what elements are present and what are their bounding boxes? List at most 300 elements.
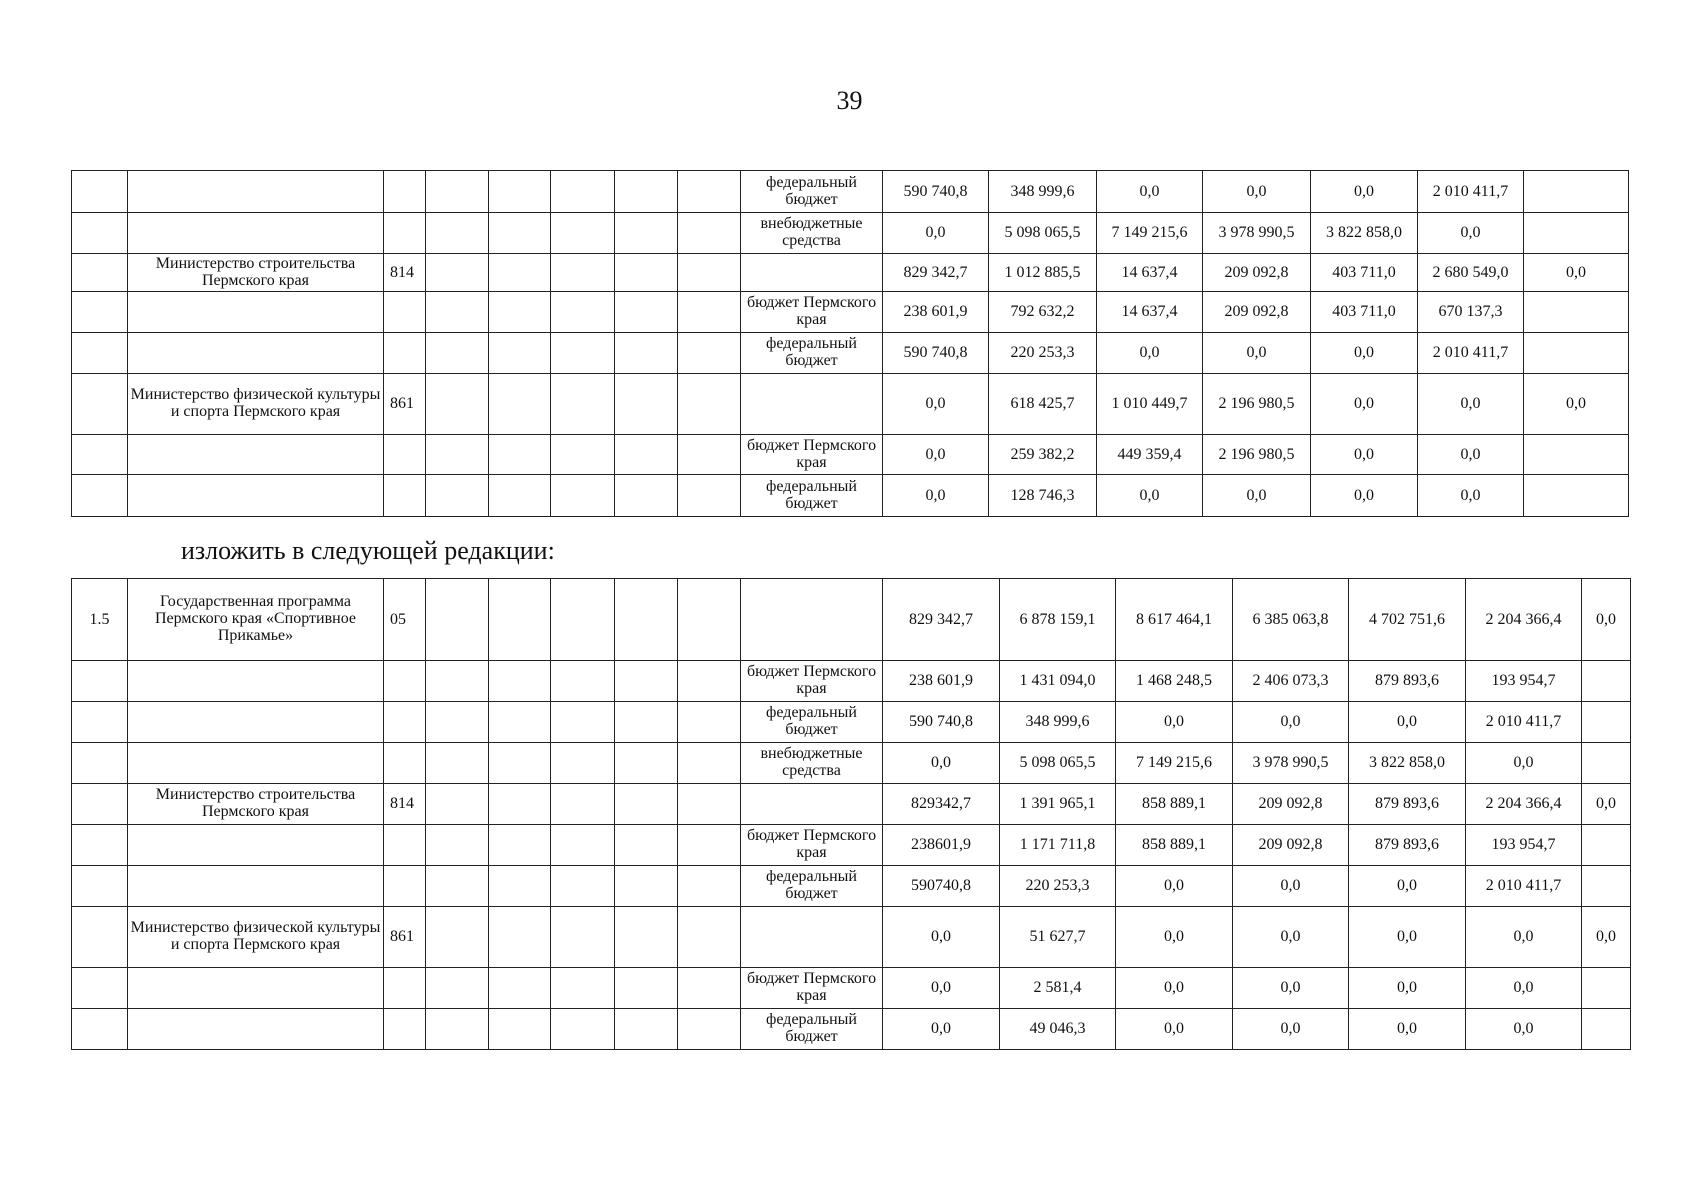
classification-code-cell	[551, 171, 615, 213]
classification-code-cell	[489, 254, 551, 292]
executor-name-cell: Государственная программа Пермского края «Спортивное Прикамье»	[128, 579, 384, 661]
amount-cell	[1524, 171, 1629, 213]
amount-cell: 220 253,3	[1000, 866, 1116, 907]
classification-code-cell	[426, 784, 489, 825]
amount-cell: 0,0	[1116, 907, 1233, 968]
classification-code-cell	[678, 784, 741, 825]
row-number-cell	[72, 702, 128, 743]
amount-cell: 0,0	[1203, 475, 1311, 517]
amount-cell: 3 978 990,5	[1233, 743, 1349, 784]
classification-code-cell	[551, 661, 615, 702]
classification-code-cell	[678, 968, 741, 1009]
executor-code-cell	[384, 435, 426, 475]
amount-cell: 0,0	[1203, 333, 1311, 374]
classification-code-cell	[426, 171, 489, 213]
amount-cell: 858 889,1	[1116, 784, 1233, 825]
classification-code-cell	[615, 661, 678, 702]
classification-code-cell	[489, 661, 551, 702]
classification-code-cell	[426, 1009, 489, 1050]
table-row	[72, 435, 1629, 475]
executor-code-cell: 814	[384, 784, 426, 825]
classification-code-cell	[489, 374, 551, 435]
classification-code-cell	[678, 661, 741, 702]
classification-code-cell	[551, 784, 615, 825]
amount-cell: 2 010 411,7	[1466, 702, 1582, 743]
amount-cell	[1524, 333, 1629, 374]
table-row	[72, 374, 1629, 435]
amount-cell: 0,0	[1418, 475, 1524, 517]
classification-code-cell	[426, 907, 489, 968]
row-number-cell	[72, 333, 128, 374]
amount-cell: 0,0	[1311, 475, 1418, 517]
classification-code-cell	[615, 702, 678, 743]
executor-name-cell	[128, 661, 384, 702]
funding-source-cell	[741, 784, 883, 825]
amount-cell: 0,0	[1582, 907, 1631, 968]
executor-name-cell	[128, 866, 384, 907]
funding-source-cell: федеральный бюджет	[741, 866, 883, 907]
funding-source-cell: федеральный бюджет	[741, 171, 883, 213]
amount-cell: 0,0	[1466, 743, 1582, 784]
amount-cell: 0,0	[883, 743, 1000, 784]
amount-cell: 670 137,3	[1418, 292, 1524, 333]
row-number-cell	[72, 435, 128, 475]
row-number-cell	[72, 171, 128, 213]
classification-code-cell	[551, 475, 615, 517]
classification-code-cell	[551, 213, 615, 254]
amount-cell: 590 740,8	[883, 702, 1000, 743]
amount-cell: 0,0	[1349, 968, 1466, 1009]
funding-source-cell: бюджет Пермского края	[741, 661, 883, 702]
amount-cell: 0,0	[1233, 1009, 1349, 1050]
funding-source-cell	[741, 907, 883, 968]
table-row	[72, 661, 1631, 702]
classification-code-cell	[489, 171, 551, 213]
amount-cell: 0,0	[1116, 1009, 1233, 1050]
amount-cell: 0,0	[883, 907, 1000, 968]
amount-cell: 7 149 215,6	[1116, 743, 1233, 784]
classification-code-cell	[489, 435, 551, 475]
classification-code-cell	[426, 213, 489, 254]
amount-cell: 209 092,8	[1203, 254, 1311, 292]
amount-cell: 1 171 711,8	[1000, 825, 1116, 866]
executor-code-cell: 05	[384, 579, 426, 661]
executor-name-cell: Министерство физической культуры и спорта Пермского края	[128, 374, 384, 435]
amount-cell: 4 702 751,6	[1349, 579, 1466, 661]
table-row	[72, 213, 1629, 254]
table-row	[72, 866, 1631, 907]
executor-name-cell	[128, 171, 384, 213]
classification-code-cell	[551, 254, 615, 292]
amount-cell: 6 878 159,1	[1000, 579, 1116, 661]
classification-code-cell	[615, 435, 678, 475]
executor-code-cell	[384, 661, 426, 702]
table-row	[72, 1009, 1631, 1050]
amount-cell: 0,0	[1418, 374, 1524, 435]
funding-source-cell: федеральный бюджет	[741, 475, 883, 517]
table-row	[72, 292, 1629, 333]
classification-code-cell	[426, 254, 489, 292]
table-row	[72, 579, 1631, 661]
amount-cell: 0,0	[1349, 1009, 1466, 1050]
classification-code-cell	[615, 374, 678, 435]
amount-cell: 348 999,6	[1000, 702, 1116, 743]
amount-cell: 5 098 065,5	[1000, 743, 1116, 784]
amount-cell: 209 092,8	[1233, 825, 1349, 866]
funding-source-cell	[741, 579, 883, 661]
row-number-cell	[72, 254, 128, 292]
budget-table-current	[71, 170, 1629, 517]
classification-code-cell	[615, 475, 678, 517]
row-number-cell	[72, 213, 128, 254]
amount-cell: 0,0	[1116, 702, 1233, 743]
classification-code-cell	[426, 661, 489, 702]
amount-cell: 879 893,6	[1349, 784, 1466, 825]
amount-cell: 238 601,9	[883, 661, 1000, 702]
classification-code-cell	[489, 784, 551, 825]
amount-cell: 0,0	[883, 374, 989, 435]
classification-code-cell	[489, 825, 551, 866]
executor-code-cell	[384, 475, 426, 517]
amount-cell: 1 468 248,5	[1116, 661, 1233, 702]
amount-cell: 193 954,7	[1466, 825, 1582, 866]
amount-cell: 2 581,4	[1000, 968, 1116, 1009]
amount-cell: 2 010 411,7	[1418, 333, 1524, 374]
classification-code-cell	[678, 254, 741, 292]
amount-cell: 1 431 094,0	[1000, 661, 1116, 702]
executor-code-cell	[384, 968, 426, 1009]
row-number-cell	[72, 825, 128, 866]
classification-code-cell	[426, 475, 489, 517]
row-number-cell	[72, 866, 128, 907]
amount-cell: 0,0	[1203, 171, 1311, 213]
classification-code-cell	[426, 579, 489, 661]
amount-cell: 2 196 980,5	[1203, 374, 1311, 435]
classification-code-cell	[489, 213, 551, 254]
classification-code-cell	[615, 213, 678, 254]
classification-code-cell	[489, 1009, 551, 1050]
amount-cell: 879 893,6	[1349, 661, 1466, 702]
row-number-cell	[72, 374, 128, 435]
amount-cell: 829 342,7	[883, 579, 1000, 661]
table-row	[72, 825, 1631, 866]
row-number-cell	[72, 292, 128, 333]
amount-cell: 0,0	[1349, 907, 1466, 968]
funding-source-cell: федеральный бюджет	[741, 1009, 883, 1050]
amount-cell: 2 204 366,4	[1466, 579, 1582, 661]
classification-code-cell	[426, 435, 489, 475]
row-number-cell	[72, 784, 128, 825]
amount-cell: 49 046,3	[1000, 1009, 1116, 1050]
classification-code-cell	[678, 171, 741, 213]
amount-cell: 3 978 990,5	[1203, 213, 1311, 254]
amount-cell	[1524, 475, 1629, 517]
amount-cell	[1582, 661, 1631, 702]
classification-code-cell	[551, 374, 615, 435]
classification-code-cell	[615, 825, 678, 866]
amount-cell: 7 149 215,6	[1097, 213, 1203, 254]
amount-cell: 0,0	[1466, 907, 1582, 968]
amount-cell: 209 092,8	[1203, 292, 1311, 333]
row-number-cell	[72, 1009, 128, 1050]
funding-source-cell: бюджет Пермского края	[741, 825, 883, 866]
classification-code-cell	[426, 968, 489, 1009]
amount-cell: 0,0	[1582, 579, 1631, 661]
table-row	[72, 475, 1629, 517]
table-row	[72, 784, 1631, 825]
amount-cell: 0,0	[1349, 702, 1466, 743]
classification-code-cell	[489, 702, 551, 743]
amount-cell: 1 010 449,7	[1097, 374, 1203, 435]
executor-code-cell	[384, 743, 426, 784]
executor-name-cell	[128, 435, 384, 475]
funding-source-cell: бюджет Пермского края	[741, 435, 883, 475]
amount-cell: 590 740,8	[883, 333, 989, 374]
classification-code-cell	[551, 866, 615, 907]
classification-code-cell	[551, 743, 615, 784]
amount-cell	[1582, 968, 1631, 1009]
amount-cell: 0,0	[1311, 374, 1418, 435]
classification-code-cell	[426, 866, 489, 907]
executor-code-cell	[384, 702, 426, 743]
classification-code-cell	[551, 292, 615, 333]
classification-code-cell	[551, 702, 615, 743]
executor-name-cell	[128, 968, 384, 1009]
classification-code-cell	[551, 968, 615, 1009]
amount-cell: 403 711,0	[1311, 254, 1418, 292]
classification-code-cell	[615, 907, 678, 968]
executor-name-cell: Министерство физической культуры и спорта Пермского края	[128, 907, 384, 968]
amount-cell: 0,0	[1418, 435, 1524, 475]
amount-cell: 1 391 965,1	[1000, 784, 1116, 825]
amount-cell	[1582, 825, 1631, 866]
classification-code-cell	[551, 1009, 615, 1050]
row-number-cell	[72, 743, 128, 784]
row-number-cell	[72, 661, 128, 702]
executor-name-cell: Министерство строительства Пермского края	[128, 254, 384, 292]
amount-cell	[1582, 743, 1631, 784]
amount-cell: 6 385 063,8	[1233, 579, 1349, 661]
budget-table-new-edition	[71, 578, 1631, 1050]
amount-cell: 220 253,3	[989, 333, 1097, 374]
funding-source-cell: федеральный бюджет	[741, 333, 883, 374]
executor-name-cell	[128, 213, 384, 254]
executor-code-cell	[384, 333, 426, 374]
amount-cell: 0,0	[1097, 333, 1203, 374]
amount-cell	[1582, 702, 1631, 743]
amount-cell: 0,0	[1233, 866, 1349, 907]
row-number-cell	[72, 475, 128, 517]
amount-cell: 14 637,4	[1097, 254, 1203, 292]
classification-code-cell	[426, 333, 489, 374]
classification-code-cell	[489, 292, 551, 333]
amount-cell: 0,0	[883, 1009, 1000, 1050]
classification-code-cell	[489, 333, 551, 374]
classification-code-cell	[678, 743, 741, 784]
amount-cell: 0,0	[1311, 333, 1418, 374]
classification-code-cell	[615, 171, 678, 213]
classification-code-cell	[678, 333, 741, 374]
classification-code-cell	[615, 1009, 678, 1050]
executor-code-cell: 814	[384, 254, 426, 292]
classification-code-cell	[615, 579, 678, 661]
amount-cell: 0,0	[1097, 171, 1203, 213]
classification-code-cell	[615, 333, 678, 374]
amount-cell: 51 627,7	[1000, 907, 1116, 968]
amount-cell	[1524, 292, 1629, 333]
amount-cell: 2 680 549,0	[1418, 254, 1524, 292]
executor-code-cell	[384, 825, 426, 866]
amount-cell: 8 617 464,1	[1116, 579, 1233, 661]
classification-code-cell	[678, 292, 741, 333]
classification-code-cell	[551, 333, 615, 374]
table-row	[72, 254, 1629, 292]
funding-source-cell: внебюджетные средства	[741, 213, 883, 254]
classification-code-cell	[489, 579, 551, 661]
executor-name-cell	[128, 825, 384, 866]
amount-cell: 193 954,7	[1466, 661, 1582, 702]
row-number-cell	[72, 968, 128, 1009]
classification-code-cell	[678, 702, 741, 743]
amount-cell: 0,0	[1582, 784, 1631, 825]
classification-code-cell	[678, 475, 741, 517]
amount-cell: 3 822 858,0	[1349, 743, 1466, 784]
classification-code-cell	[489, 866, 551, 907]
table-row	[72, 702, 1631, 743]
amount-cell: 0,0	[1311, 435, 1418, 475]
amount-cell: 590740,8	[883, 866, 1000, 907]
classification-code-cell	[678, 374, 741, 435]
classification-code-cell	[426, 825, 489, 866]
amount-cell: 0,0	[1097, 475, 1203, 517]
amount-cell: 2 010 411,7	[1466, 866, 1582, 907]
funding-source-cell	[741, 374, 883, 435]
amount-cell: 792 632,2	[989, 292, 1097, 333]
executor-name-cell	[128, 475, 384, 517]
classification-code-cell	[489, 743, 551, 784]
executor-code-cell	[384, 1009, 426, 1050]
amount-cell: 0,0	[1233, 702, 1349, 743]
funding-source-cell	[741, 254, 883, 292]
amount-cell: 449 359,4	[1097, 435, 1203, 475]
classification-code-cell	[551, 579, 615, 661]
amount-cell: 2 406 073,3	[1233, 661, 1349, 702]
amount-cell: 348 999,6	[989, 171, 1097, 213]
classification-code-cell	[615, 968, 678, 1009]
amount-cell: 0,0	[1116, 866, 1233, 907]
table-row	[72, 743, 1631, 784]
amount-cell: 0,0	[1233, 907, 1349, 968]
amount-cell: 0,0	[1524, 374, 1629, 435]
table-row	[72, 907, 1631, 968]
amount-cell: 0,0	[1418, 213, 1524, 254]
amount-cell: 128 746,3	[989, 475, 1097, 517]
amount-cell	[1524, 213, 1629, 254]
executor-name-cell	[128, 333, 384, 374]
amount-cell: 0,0	[1349, 866, 1466, 907]
amount-cell: 2 010 411,7	[1418, 171, 1524, 213]
classification-code-cell	[551, 907, 615, 968]
funding-source-cell: бюджет Пермского края	[741, 968, 883, 1009]
classification-code-cell	[678, 907, 741, 968]
page-number: 39	[836, 86, 863, 115]
amount-cell: 1 012 885,5	[989, 254, 1097, 292]
amount-cell: 618 425,7	[989, 374, 1097, 435]
amount-cell: 0,0	[1311, 171, 1418, 213]
classification-code-cell	[489, 475, 551, 517]
classification-code-cell	[678, 579, 741, 661]
executor-name-cell	[128, 702, 384, 743]
row-number-cell: 1.5	[72, 579, 128, 661]
executor-name-cell	[128, 1009, 384, 1050]
executor-name-cell	[128, 743, 384, 784]
classification-code-cell	[615, 743, 678, 784]
amount-cell: 0,0	[883, 968, 1000, 1009]
amount-cell: 14 637,4	[1097, 292, 1203, 333]
amount-cell: 0,0	[1466, 968, 1582, 1009]
executor-name-cell	[128, 292, 384, 333]
amount-cell	[1524, 435, 1629, 475]
classification-code-cell	[615, 292, 678, 333]
amount-cell: 0,0	[1116, 968, 1233, 1009]
amount-cell: 238601,9	[883, 825, 1000, 866]
classification-code-cell	[678, 435, 741, 475]
classification-code-cell	[489, 968, 551, 1009]
classification-code-cell	[489, 907, 551, 968]
classification-code-cell	[426, 292, 489, 333]
classification-code-cell	[678, 825, 741, 866]
table-row	[72, 333, 1629, 374]
table-row	[72, 968, 1631, 1009]
classification-code-cell	[426, 702, 489, 743]
amount-cell: 879 893,6	[1349, 825, 1466, 866]
classification-code-cell	[551, 435, 615, 475]
classification-code-cell	[426, 743, 489, 784]
amendment-heading: изложить в следующей редакции:	[181, 536, 555, 565]
amount-cell: 0,0	[1524, 254, 1629, 292]
executor-code-cell: 861	[384, 374, 426, 435]
executor-code-cell: 861	[384, 907, 426, 968]
amount-cell: 5 098 065,5	[989, 213, 1097, 254]
amount-cell: 858 889,1	[1116, 825, 1233, 866]
amount-cell: 590 740,8	[883, 171, 989, 213]
funding-source-cell: бюджет Пермского края	[741, 292, 883, 333]
amount-cell: 2 204 366,4	[1466, 784, 1582, 825]
funding-source-cell: внебюджетные средства	[741, 743, 883, 784]
classification-code-cell	[678, 213, 741, 254]
amount-cell: 0,0	[883, 213, 989, 254]
executor-code-cell	[384, 171, 426, 213]
executor-code-cell	[384, 866, 426, 907]
amount-cell: 0,0	[1233, 968, 1349, 1009]
executor-code-cell	[384, 213, 426, 254]
amount-cell	[1582, 1009, 1631, 1050]
classification-code-cell	[551, 825, 615, 866]
funding-source-cell: федеральный бюджет	[741, 702, 883, 743]
amount-cell	[1582, 866, 1631, 907]
amount-cell: 403 711,0	[1311, 292, 1418, 333]
amount-cell: 829 342,7	[883, 254, 989, 292]
amount-cell: 0,0	[883, 435, 989, 475]
executor-code-cell	[384, 292, 426, 333]
amount-cell: 0,0	[883, 475, 989, 517]
amount-cell: 3 822 858,0	[1311, 213, 1418, 254]
executor-name-cell: Министерство строительства Пермского края	[128, 784, 384, 825]
amount-cell: 259 382,2	[989, 435, 1097, 475]
classification-code-cell	[615, 254, 678, 292]
table-row	[72, 171, 1629, 213]
amount-cell: 209 092,8	[1233, 784, 1349, 825]
